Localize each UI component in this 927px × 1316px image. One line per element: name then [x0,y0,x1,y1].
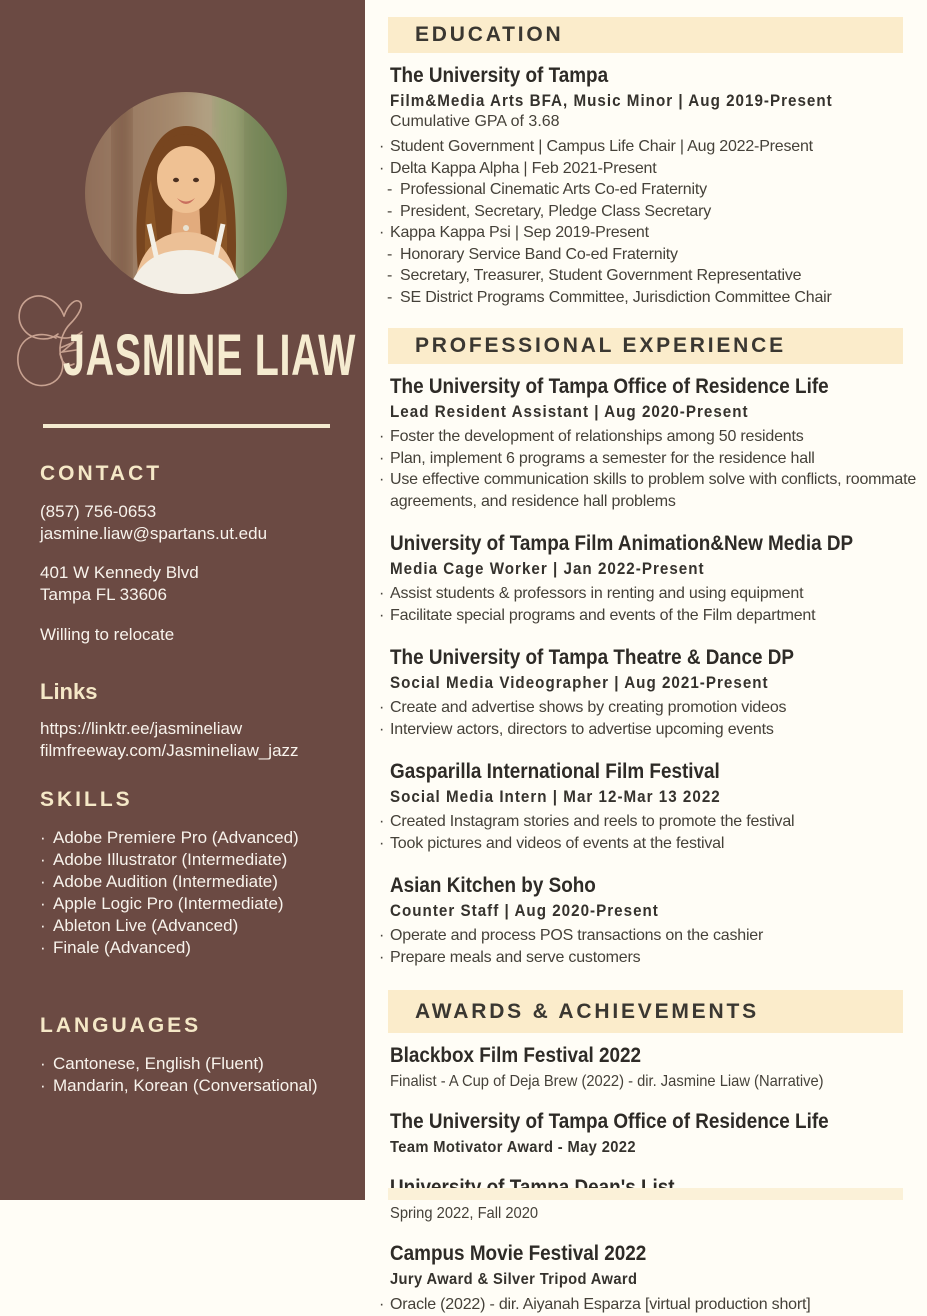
job-bullet: · Plan, implement 6 programs a semester for the residence hall [378,448,919,470]
education-section-banner [388,17,903,53]
job-bullets [378,811,919,854]
degree-line: Film&Media Arts BFA, Music Minor | Aug 2019-Present [390,92,833,110]
gpa-line: Cumulative GPA of 3.68 [390,113,560,130]
education-bullet: · Delta Kappa Alpha | Feb 2021-Present [378,158,919,180]
job-bullet: · Prepare meals and serve customers [378,947,919,969]
contact-phone-email [40,501,340,545]
education-bullet: - President, Secretary, Pledge Class Secretary [378,201,919,223]
award-subtitle: Team Motivator Award - May 2022 [390,1139,636,1156]
award-bullets [378,1294,919,1316]
job-role: Social Media Intern | Mar 12-Mar 13 2022 [390,788,721,806]
award-subtitle: Finalist - A Cup of Deja Brew (2022) - dir. Jasmine Liaw (Narrative) [390,1073,824,1090]
portrait-photo-illustration [85,92,287,294]
job-company: Asian Kitchen by Soho [390,874,596,897]
education-bullets [378,136,919,308]
phone-number: (857) 756-0653 [40,502,157,521]
education-bullet: · Kappa Kappa Psi | Sep 2019-Present [378,222,919,244]
job-entry [390,759,919,854]
job-company: The University of Tampa Theatre & Dance DP [390,646,795,669]
languages-list [40,1053,340,1097]
skill-item: · Adobe Premiere Pro (Advanced) [40,827,340,849]
job-entry [390,873,919,968]
job-company: The University of Tampa Office of Residence Life [390,375,829,398]
experience-header: PROFESSIONAL EXPERIENCE [415,334,786,357]
job-bullets [378,426,919,512]
award-entry [390,1109,919,1158]
education-bullet: - Honorary Service Band Co-ed Fraternity [378,244,919,266]
awards-section-banner [388,990,903,1033]
job-company: University of Tampa Film Animation&New Media DP [390,532,854,555]
job-bullet: · Operate and process POS transactions on the cashier [378,925,919,947]
person-name-text: JASMINE LIAW [63,323,357,388]
languages-header: LANGUAGES [40,1014,202,1037]
job-bullets [378,925,919,968]
link-url[interactable]: filmfreeway.com/Jasmineliaw_jazz [40,741,299,760]
education-bullet: - SE District Programs Committee, Jurisdiction Committee Chair [378,287,919,309]
job-role: Media Cage Worker | Jan 2022-Present [390,560,705,578]
award-title: Campus Movie Festival 2022 [390,1242,647,1265]
person-name [63,323,363,388]
experience-section [390,374,919,968]
language-item: · Mandarin, Korean (Conversational) [40,1075,340,1097]
link-url[interactable]: https://linktr.ee/jasmineliaw [40,719,243,738]
award-subtitle: Jury Award & Silver Tripod Award [390,1271,638,1288]
award-bullet: · Oracle (2022) - dir. Aiyanah Esparza [virtual production short] [378,1294,919,1316]
job-bullet: · Assist students & professors in renting and using equipment [378,583,919,605]
awards-section [390,1043,919,1316]
skill-item: · Ableton Live (Advanced) [40,915,340,937]
links-header: Links [40,679,98,704]
skill-item: · Apple Logic Pro (Intermediate) [40,893,340,915]
experience-section-banner [388,328,903,364]
links-list [40,718,340,762]
job-bullet: · Foster the development of relationships among 50 residents [378,426,919,448]
education-header: EDUCATION [415,23,564,46]
contact-header: CONTACT [40,462,163,485]
job-entry [390,645,919,740]
award-entry [390,1241,919,1316]
skills-header: SKILLS [40,788,133,811]
next-section-banner-partial [388,1188,903,1200]
main-column [365,0,927,1313]
email-address[interactable]: jasmine.liaw@spartans.ut.edu [40,524,268,543]
education-bullet: · Student Government | Campus Life Chair | Aug 2022-Present [378,136,919,158]
job-bullet: · Created Instagram stories and reels to promote the festival [378,811,919,833]
job-role: Social Media Videographer | Aug 2021-Present [390,674,769,692]
school-name: The University of Tampa [390,64,609,87]
address-line1: 401 W Kennedy Blvd [40,563,199,582]
award-entry [390,1043,919,1092]
portrait-photo [85,92,287,294]
job-bullet: · Create and advertise shows by creating promotion videos [378,697,919,719]
education-bullet: - Professional Cinematic Arts Co-ed Fraternity [378,179,919,201]
address-line2: Tampa FL 33606 [40,585,167,604]
education-section [390,63,919,308]
award-subtitle: Spring 2022, Fall 2020 [390,1205,539,1222]
name-divider [43,424,330,428]
sidebar [0,0,365,1200]
job-role: Counter Staff | Aug 2020-Present [390,902,659,920]
skill-item: · Adobe Audition (Intermediate) [40,871,340,893]
education-bullet: - Secretary, Treasurer, Student Government Representative [378,265,919,287]
skill-item: · Adobe Illustrator (Intermediate) [40,849,340,871]
skill-item: · Finale (Advanced) [40,937,340,959]
award-title: Blackbox Film Festival 2022 [390,1044,642,1067]
job-company: Gasparilla International Film Festival [390,760,720,783]
contact-address [40,562,340,606]
language-item: · Cantonese, English (Fluent) [40,1053,340,1075]
job-bullet: · Facilitate special programs and events of the Film department [378,605,919,627]
job-bullet: · Took pictures and videos of events at the festival [378,833,919,855]
job-bullets [378,697,919,740]
job-entry [390,531,919,626]
job-bullet: · Use effective communication skills to problem solve with conflicts, roommate agreements, and residence hall problems [378,469,919,512]
relocation-note: Willing to relocate [40,625,175,644]
job-bullet: · Interview actors, directors to advertise upcoming events [378,719,919,741]
job-role: Lead Resident Assistant | Aug 2020-Present [390,403,749,421]
skills-list [40,827,340,959]
awards-header: AWARDS & ACHIEVEMENTS [415,999,759,1023]
job-bullets [378,583,919,626]
job-entry [390,374,919,512]
sidebar-content [40,462,340,1097]
award-title: The University of Tampa Office of Residence Life [390,1110,829,1133]
